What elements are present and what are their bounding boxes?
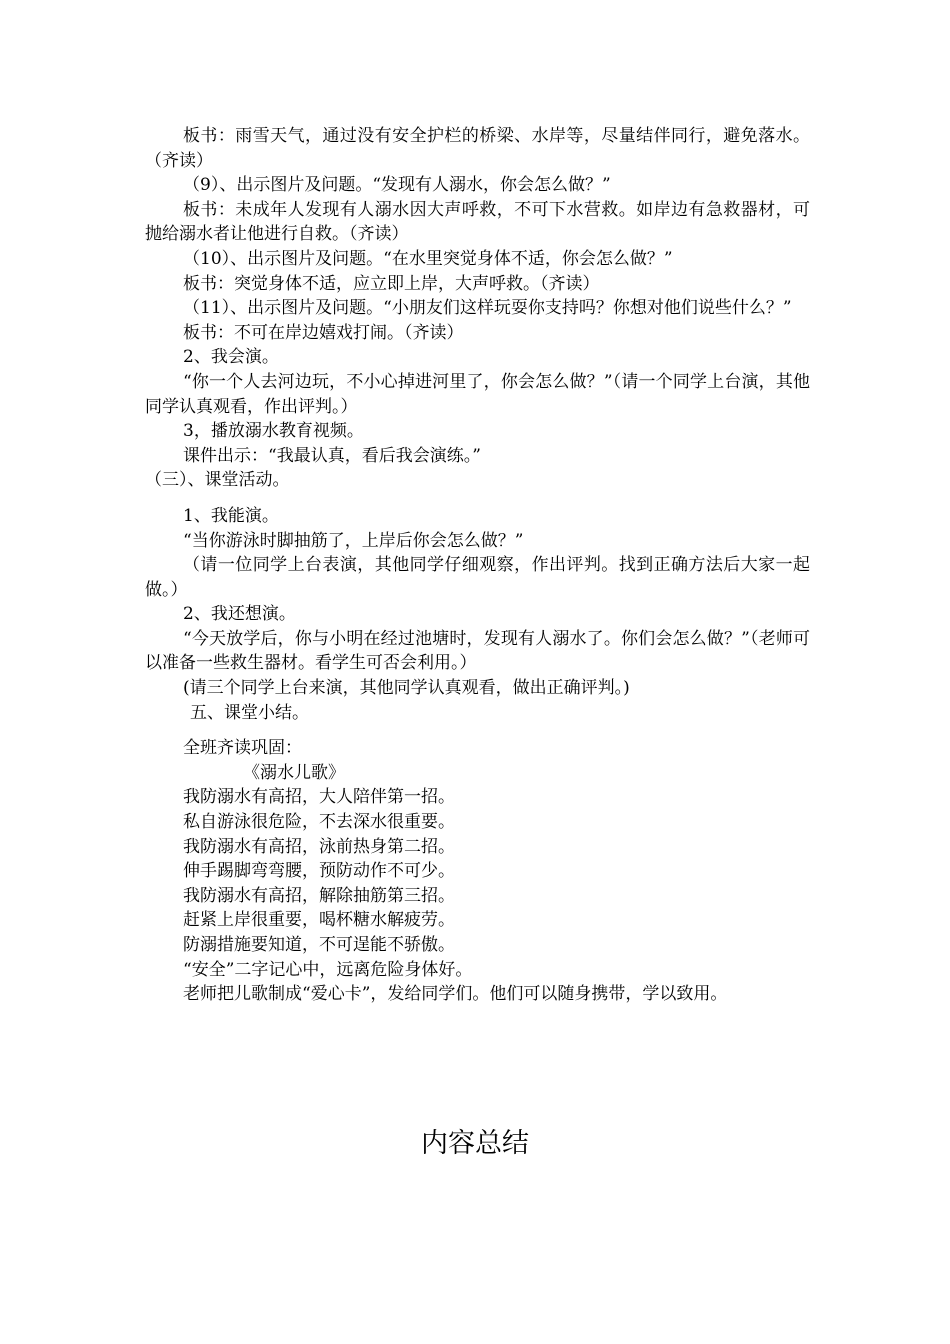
paragraph-play-video: 3，播放溺水教育视频。 (183, 421, 364, 442)
paragraph-read-together: 全班齐读巩固： (183, 738, 302, 759)
paragraph-i-can-perform: 1、我能演。 (183, 505, 279, 526)
poem-title: 《溺水儿歌》 (243, 762, 345, 783)
section-heading-class-activity: （三）、课堂活动。 (145, 470, 290, 491)
paragraph-three-students: (请三个同学上台来演，其他同学认真观看，做出正确评判。) (183, 678, 630, 699)
paragraph-question-10: （10）、出示图片及问题。“在水里突觉身体不适，你会怎么做？” (183, 248, 673, 269)
poem-line: 我防溺水有高招，大人陪伴第一招。 (183, 787, 455, 808)
paragraph-cramp-question: “当你游泳时脚抽筋了，上岸后你会怎么做？” (183, 530, 524, 551)
poem-line: 私自游泳很危险，不去深水很重要。 (183, 812, 455, 833)
document-body (145, 124, 810, 1007)
paragraph-board-note-shore: 板书：不可在岸边嬉戏打闹。（齐读） (183, 322, 464, 343)
paragraph-board-note-rain: 板书：雨雪天气，通过没有安全护栏的桥梁、水岸等，尽量结伴同行，避免落水。（齐读） (145, 126, 810, 171)
paragraph-closing: 老师把儿歌制成“爱心卡”，发给同学们。他们可以随身携带，学以致用。 (183, 984, 728, 1005)
paragraph-courseware: 课件出示：“我最认真，看后我会演练。” (183, 445, 481, 466)
footer-title: 内容总结 (421, 1128, 529, 1159)
poem-line: 伸手踢脚弯弯腰，预防动作不可少。 (183, 861, 455, 882)
paragraph-cramp-instructions: （请一位同学上台表演，其他同学仔细观察，作出评判。找到正确方法后大家一起做。） (145, 555, 810, 600)
poem-line: 我防溺水有高招，解除抽筋第三招。 (183, 885, 455, 906)
paragraph-pond-scenario: “今天放学后，你与小明在经过池塘时，发现有人溺水了。你们会怎么做？”（老师可以准备一些救生器材。看学生可否会利用。） (145, 628, 810, 674)
poem-line: 我防溺水有高招，泳前热身第二招。 (183, 836, 455, 857)
paragraph-want-to-act: 2、我还想演。 (183, 604, 296, 625)
poem-line: “安全”二字记心中，远离危险身体好。 (183, 959, 473, 980)
paragraph-board-note-unwell: 板书：突觉身体不适，应立即上岸，大声呼救。（齐读） (183, 273, 600, 294)
paragraph-act-scenario-river: “你一个人去河边玩，不小心掉进河里了，你会怎么做？”（请一个同学上台演，其他同学认真观看，作出评判。） (145, 371, 810, 417)
section-heading-summary: 五、课堂小结。 (190, 702, 309, 723)
poem-line: 防溺措施要知道，不可逞能不骄傲。 (183, 935, 455, 955)
paragraph-question-11: （11）、出示图片及问题。“小朋友们这样玩耍你支持吗？你想对他们说些什么？” (183, 298, 792, 319)
paragraph-board-note-rescue: 板书：未成年人发现有人溺水因大声呼救，不可下水营救。如岸边有急救器材，可抛给溺水者让他进行自救。（齐读） (145, 199, 810, 245)
paragraph-question-9: （9）、出示图片及问题。“发现有人溺水，你会怎么做？” (183, 175, 611, 196)
paragraph-i-can-act: 2、我会演。 (183, 347, 279, 368)
poem-line: 赶紧上岸很重要，喝杯糖水解疲劳。 (183, 910, 455, 931)
